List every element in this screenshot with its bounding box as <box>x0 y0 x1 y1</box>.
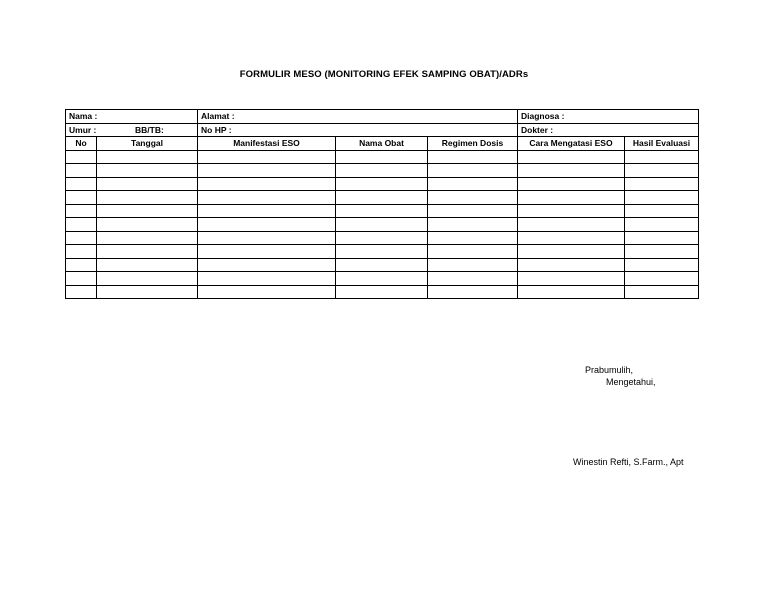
entry-cell[interactable] <box>97 177 198 191</box>
dokter-label: Dokter : <box>521 124 554 135</box>
entry-cell[interactable] <box>428 204 518 218</box>
table-row <box>66 258 699 272</box>
entry-cell[interactable] <box>198 204 336 218</box>
col-header-cara-mengatasi-eso: Cara Mengatasi ESO <box>518 137 625 151</box>
entry-cell[interactable] <box>97 218 198 232</box>
alamat-label: Alamat : <box>201 111 235 122</box>
entry-cell[interactable] <box>428 285 518 299</box>
entry-cell[interactable] <box>518 150 625 164</box>
entry-cell[interactable] <box>518 231 625 245</box>
entry-cell[interactable] <box>518 245 625 259</box>
table-row <box>66 191 699 205</box>
entry-cell[interactable] <box>518 258 625 272</box>
form-title: FORMULIR MESO (MONITORING EFEK SAMPING OBAT)/ADRs <box>239 69 529 80</box>
entry-cell[interactable] <box>428 177 518 191</box>
entry-cell[interactable] <box>336 191 428 205</box>
entry-cell[interactable] <box>518 272 625 286</box>
col-header-hasil-evaluasi: Hasil Evaluasi <box>625 137 699 151</box>
entry-cell[interactable] <box>336 231 428 245</box>
nama-cell[interactable] <box>66 110 198 124</box>
entry-cell[interactable] <box>518 218 625 232</box>
entry-cell[interactable] <box>428 191 518 205</box>
entry-cell[interactable] <box>428 164 518 178</box>
entry-cell[interactable] <box>336 204 428 218</box>
entry-cell[interactable] <box>198 258 336 272</box>
entry-cell[interactable] <box>97 245 198 259</box>
alamat-cell[interactable] <box>198 110 518 124</box>
entry-cell[interactable] <box>625 218 699 232</box>
table-row <box>66 218 699 232</box>
info-row-1 <box>66 110 699 124</box>
nohp-cell[interactable] <box>198 123 518 137</box>
signature-name: Winestin Refti, S.Farm., Apt <box>573 457 684 467</box>
entry-cell[interactable] <box>66 150 97 164</box>
entry-cell[interactable] <box>428 272 518 286</box>
signature-acknowledged: Mengetahui, <box>606 377 656 387</box>
table-row <box>66 245 699 259</box>
entry-cell[interactable] <box>97 150 198 164</box>
signature-city: Prabumulih, <box>585 365 634 375</box>
entry-cell[interactable] <box>428 150 518 164</box>
umur-cell[interactable] <box>66 123 198 137</box>
entry-cell[interactable] <box>66 272 97 286</box>
table-row <box>66 150 699 164</box>
entry-cell[interactable] <box>625 245 699 259</box>
entry-cell[interactable] <box>198 231 336 245</box>
entry-cell[interactable] <box>625 258 699 272</box>
col-header-manifestasi-eso: Manifestasi ESO <box>198 137 336 151</box>
entry-cell[interactable] <box>625 272 699 286</box>
diagnosa-label: Diagnosa : <box>521 111 565 122</box>
entry-cell[interactable] <box>198 191 336 205</box>
table-row <box>66 177 699 191</box>
entry-cell[interactable] <box>97 191 198 205</box>
entry-cell[interactable] <box>336 150 428 164</box>
entry-cell[interactable] <box>518 191 625 205</box>
entry-cell[interactable] <box>66 285 97 299</box>
entry-cell[interactable] <box>336 245 428 259</box>
entry-cell[interactable] <box>97 164 198 178</box>
entry-cell[interactable] <box>625 204 699 218</box>
entry-cell[interactable] <box>625 177 699 191</box>
bbtb-label: BB/TB: <box>135 124 164 135</box>
entry-cell[interactable] <box>198 164 336 178</box>
entry-cell[interactable] <box>97 285 198 299</box>
entry-cell[interactable] <box>336 164 428 178</box>
diagnosa-cell[interactable] <box>518 110 699 124</box>
table-row <box>66 204 699 218</box>
entry-cell[interactable] <box>428 218 518 232</box>
entry-cell[interactable] <box>97 272 198 286</box>
entry-cell[interactable] <box>198 285 336 299</box>
entry-cell[interactable] <box>198 272 336 286</box>
entry-cell[interactable] <box>625 285 699 299</box>
entry-cell[interactable] <box>428 258 518 272</box>
entry-cell[interactable] <box>66 258 97 272</box>
entry-cell[interactable] <box>428 231 518 245</box>
entry-cell[interactable] <box>66 204 97 218</box>
entry-cell[interactable] <box>66 177 97 191</box>
col-header-nama-obat: Nama Obat <box>336 137 428 151</box>
table-row <box>66 231 699 245</box>
entry-cell[interactable] <box>625 150 699 164</box>
entry-cell[interactable] <box>428 245 518 259</box>
entry-cell[interactable] <box>625 231 699 245</box>
entry-cell[interactable] <box>336 258 428 272</box>
col-header-tanggal: Tanggal <box>97 137 198 151</box>
entry-cell[interactable] <box>336 272 428 286</box>
entry-cell[interactable] <box>66 191 97 205</box>
table-row <box>66 164 699 178</box>
entry-cell[interactable] <box>66 218 97 232</box>
entry-cell[interactable] <box>66 245 97 259</box>
entry-cell[interactable] <box>336 177 428 191</box>
entry-cell[interactable] <box>97 231 198 245</box>
entry-cell[interactable] <box>518 177 625 191</box>
entry-cell[interactable] <box>198 177 336 191</box>
entry-cell[interactable] <box>66 231 97 245</box>
table-row <box>66 285 699 299</box>
entry-cell[interactable] <box>97 204 198 218</box>
entry-cell[interactable] <box>66 164 97 178</box>
table-row <box>66 272 699 286</box>
entry-cell[interactable] <box>518 204 625 218</box>
entry-cell[interactable] <box>198 150 336 164</box>
col-header-no: No <box>66 137 97 151</box>
info-row-2 <box>66 123 699 137</box>
meso-form-table <box>65 109 699 299</box>
umur-label: Umur : <box>69 124 97 135</box>
column-header-row <box>66 137 699 151</box>
dokter-cell[interactable] <box>518 123 699 137</box>
entry-cell[interactable] <box>336 218 428 232</box>
entry-cell[interactable] <box>336 285 428 299</box>
entry-cell[interactable] <box>625 164 699 178</box>
entry-cell[interactable] <box>518 285 625 299</box>
nohp-label: No HP : <box>201 124 232 135</box>
col-header-regimen-dosis: Regimen Dosis <box>428 137 518 151</box>
entry-cell[interactable] <box>518 164 625 178</box>
entry-cell[interactable] <box>97 258 198 272</box>
nama-label: Nama : <box>69 111 98 122</box>
entry-cell[interactable] <box>198 218 336 232</box>
entry-cell[interactable] <box>198 245 336 259</box>
entry-cell[interactable] <box>625 191 699 205</box>
